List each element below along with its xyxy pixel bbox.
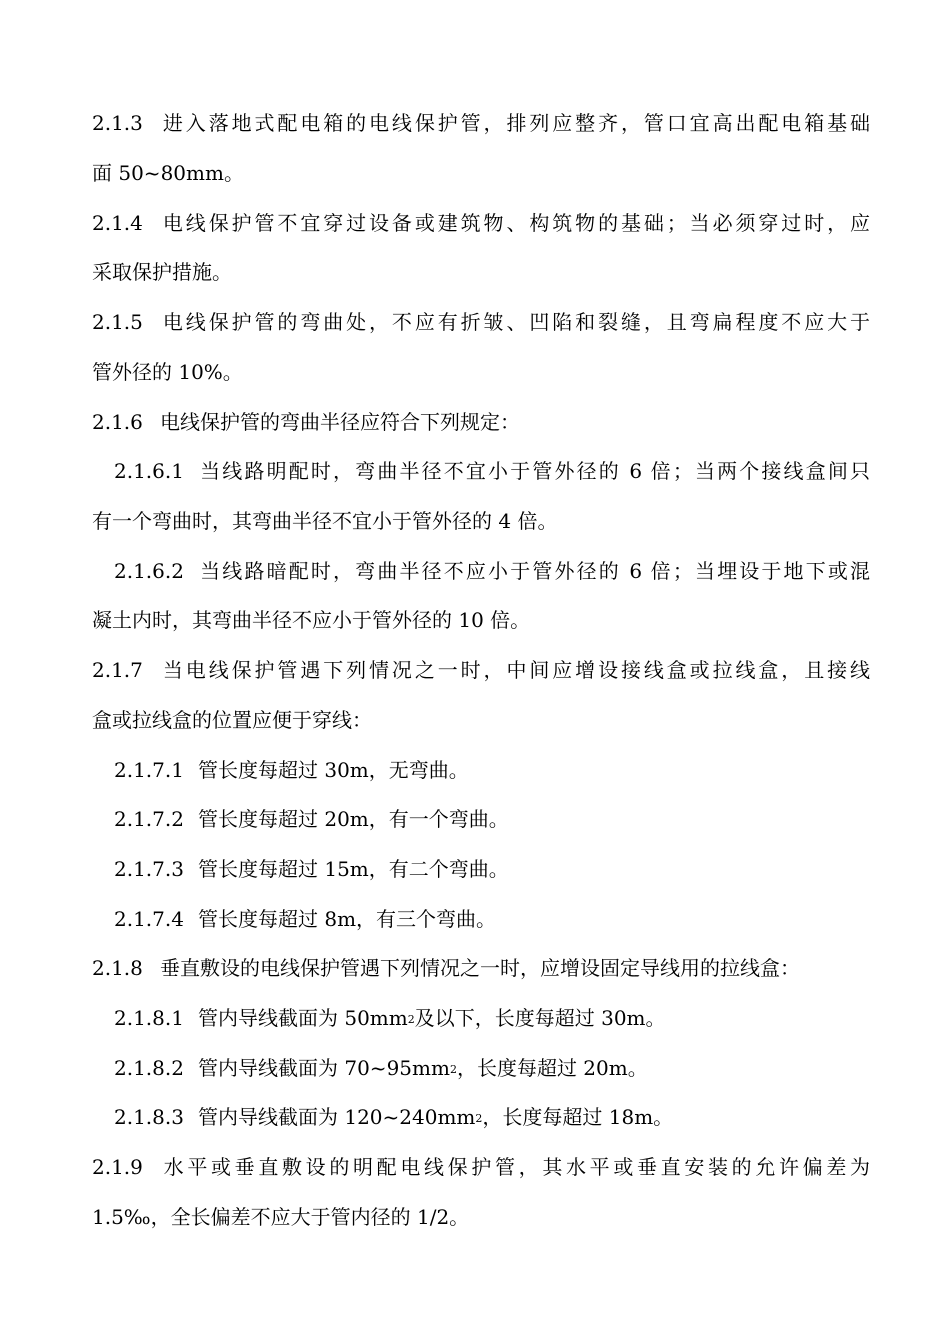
clause-number: 2.1.6.1 bbox=[114, 459, 184, 483]
superscript: 2 bbox=[407, 1013, 415, 1026]
clause-2-1-7-4 bbox=[114, 904, 892, 934]
clause-text-b: ，长度每超过 20m。 bbox=[456, 1056, 648, 1080]
clause-text-b: 及以下，长度每超过 30m。 bbox=[414, 1006, 666, 1030]
clause-text: 管长度每超过 15m，有二个弯曲。 bbox=[198, 857, 509, 881]
clause-2-1-9-cont: 1.5‰，全长偏差不应大于管内径的 1/2。 bbox=[92, 1205, 470, 1229]
clause-number: 2.1.7.1 bbox=[114, 758, 184, 782]
clause-number: 2.1.8.1 bbox=[114, 1006, 184, 1030]
clause-text: 进入落地式配电箱的电线保护管，排列应整齐，管口宜高出配电箱基础 bbox=[160, 111, 870, 135]
superscript: 2 bbox=[475, 1112, 483, 1125]
clause-2-1-7-cont: 盒或拉线盒的位置应便于穿线： bbox=[92, 708, 372, 732]
clause-number: 2.1.4 bbox=[92, 211, 143, 235]
clause-2-1-6-2 bbox=[114, 556, 870, 586]
clause-text: 当线路暗配时，弯曲半径不应小于管外径的 6 倍；当埋设于地下或混 bbox=[198, 559, 870, 583]
clause-2-1-6-1 bbox=[114, 456, 870, 486]
clause-2-1-6-1-cont: 有一个弯曲时，其弯曲半径不宜小于管外径的 4 倍。 bbox=[92, 509, 558, 533]
clause-text: 电线保护管的弯曲半径应符合下列规定： bbox=[160, 410, 520, 434]
clause-number: 2.1.8.3 bbox=[114, 1105, 184, 1129]
clause-number: 2.1.9 bbox=[92, 1155, 143, 1179]
clause-text: 电线保护管不宜穿过设备或建筑物、构筑物的基础；当必须穿过时，应 bbox=[160, 211, 870, 235]
clause-number: 2.1.8 bbox=[92, 956, 143, 980]
clause-2-1-6-2-cont: 凝土内时，其弯曲半径不应小于管外径的 10 倍。 bbox=[92, 608, 531, 632]
clause-2-1-7-1 bbox=[114, 755, 892, 785]
clause-number: 2.1.6 bbox=[92, 410, 143, 434]
clause-number: 2.1.5 bbox=[92, 310, 143, 334]
clause-text: 当电线保护管遇下列情况之一时，中间应增设接线盒或拉线盒，且接线 bbox=[160, 658, 870, 682]
clause-text: 管长度每超过 20m，有一个弯曲。 bbox=[198, 807, 509, 831]
clause-text: 管长度每超过 8m，有三个弯曲。 bbox=[198, 907, 497, 931]
clause-text: 管长度每超过 30m，无弯曲。 bbox=[198, 758, 469, 782]
clause-text-a: 管内导线截面为 70~95mm bbox=[198, 1056, 450, 1080]
clause-text: 电线保护管的弯曲处，不应有折皱、凹陷和裂缝，且弯扁程度不应大于 bbox=[160, 310, 870, 334]
clause-number: 2.1.8.2 bbox=[114, 1056, 184, 1080]
clause-2-1-7 bbox=[92, 655, 870, 685]
clause-2-1-8-3 bbox=[114, 1102, 892, 1132]
clause-2-1-4-cont: 采取保护措施。 bbox=[92, 260, 232, 284]
superscript: 2 bbox=[449, 1063, 457, 1076]
clause-2-1-9 bbox=[92, 1152, 870, 1182]
clause-number: 2.1.7 bbox=[92, 658, 143, 682]
clause-number: 2.1.7.4 bbox=[114, 907, 184, 931]
clause-text: 垂直敷设的电线保护管遇下列情况之一时，应增设固定导线用的拉线盒： bbox=[160, 956, 800, 980]
clause-number: 2.1.7.2 bbox=[114, 807, 184, 831]
clause-text: 水平或垂直敷设的明配电线保护管，其水平或垂直安装的允许偏差为 bbox=[160, 1155, 870, 1179]
clause-2-1-3 bbox=[92, 108, 870, 138]
clause-text-a: 管内导线截面为 50mm bbox=[198, 1006, 408, 1030]
clause-2-1-7-2 bbox=[114, 804, 892, 834]
clause-2-1-8-2 bbox=[114, 1053, 892, 1083]
clause-2-1-6 bbox=[92, 407, 870, 437]
clause-text: 当线路明配时，弯曲半径不宜小于管外径的 6 倍；当两个接线盒间只 bbox=[198, 459, 870, 483]
clause-2-1-8-1 bbox=[114, 1003, 892, 1033]
clause-2-1-4 bbox=[92, 208, 870, 238]
clause-number: 2.1.6.2 bbox=[114, 559, 184, 583]
clause-2-1-5 bbox=[92, 307, 870, 337]
clause-number: 2.1.3 bbox=[92, 111, 143, 135]
clause-2-1-5-cont: 管外径的 10%。 bbox=[92, 360, 243, 384]
clause-2-1-7-3 bbox=[114, 854, 892, 884]
clause-text-a: 管内导线截面为 120~240mm bbox=[198, 1105, 476, 1129]
clause-2-1-3-cont: 面 50~80mm。 bbox=[92, 161, 244, 185]
clause-2-1-8 bbox=[92, 953, 870, 983]
clause-number: 2.1.7.3 bbox=[114, 857, 184, 881]
clause-text-b: ，长度每超过 18m。 bbox=[482, 1105, 674, 1129]
